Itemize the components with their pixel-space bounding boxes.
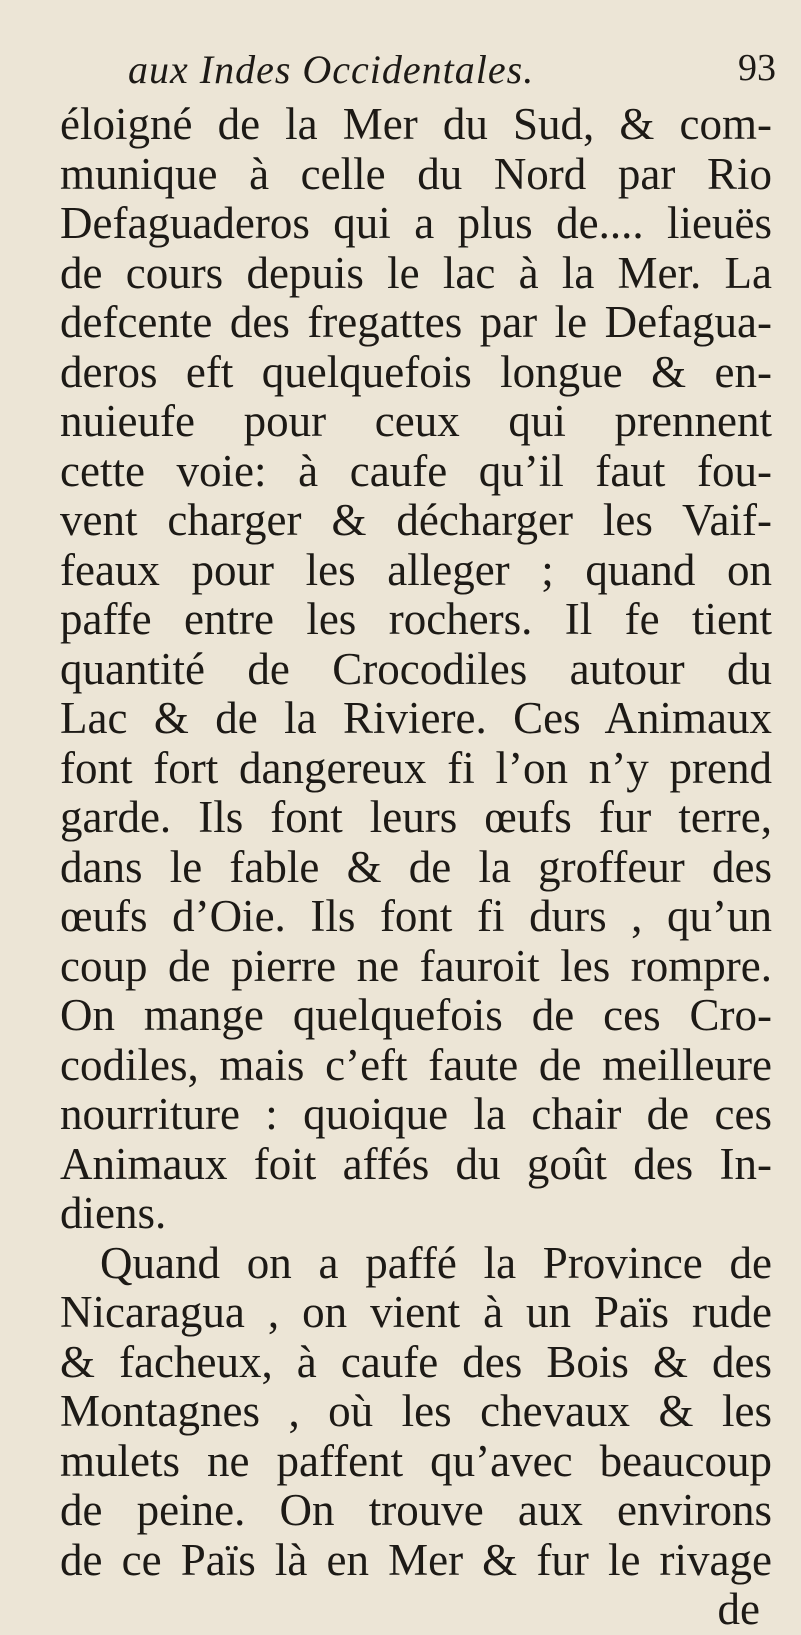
text-line: Defaguaderos qui a plus de.... lieuës — [60, 198, 772, 248]
running-title: aux Indes Occidentales. — [128, 47, 535, 92]
text-line: mulets ne paffent qu’avec beaucoup — [60, 1435, 772, 1486]
text-line: quantité de Crocodiles autour du — [60, 643, 772, 694]
text-line: diens. — [60, 1188, 167, 1238]
text-line: codiles, mais c’eft faute de meilleure — [60, 1039, 772, 1090]
text-line: On mange quelquefois de ces Cro- — [60, 990, 772, 1040]
body-text — [60, 100, 800, 1635]
text-line: nuieufe pour ceux qui prennent — [60, 396, 772, 446]
text-line: Nicaragua , on vient à un Païs rude — [60, 1287, 772, 1337]
text-line: vent charger & décharger les Vaif- — [60, 495, 772, 545]
text-line: Animaux foit affés du goût des In- — [60, 1138, 772, 1189]
catchword: de — [717, 1584, 760, 1634]
text-line: font fort dangereux fi l’on n’y prend — [60, 742, 772, 793]
page-number: 93 — [738, 47, 776, 89]
text-line: dans le fable & de la groffeur des — [60, 841, 772, 892]
text-line: Montagnes , où les chevaux & les — [60, 1386, 772, 1436]
text-line: & facheux, à caufe des Bois & des — [60, 1336, 772, 1387]
text-line: éloigné de la Mer du Sud, & com- — [60, 99, 772, 149]
text-line: Quand on a paffé la Province de — [100, 1237, 772, 1288]
text-line: coup de pierre ne fauroit les rompre. — [60, 940, 772, 991]
text-line: munique à celle du Nord par Rio — [60, 148, 772, 199]
text-line: feaux pour les alleger ; quand on — [60, 544, 772, 595]
text-line: de ce Païs là en Mer & fur le rivage — [60, 1534, 772, 1585]
text-line: nourriture : quoique la chair de ces — [60, 1089, 772, 1139]
text-line: œufs d’Oie. Ils font fi durs , qu’un — [60, 891, 772, 941]
text-line: de cours depuis le lac à la Mer. La — [60, 247, 772, 298]
text-line: cette voie: à caufe qu’il faut fou- — [60, 445, 772, 496]
text-line: garde. Ils font leurs œufs fur terre, — [60, 792, 772, 842]
text-line: defcente des fregattes par le Defagua- — [60, 297, 772, 347]
text-line: deros eft quelquefois longue & en- — [60, 346, 772, 397]
text-line: de peine. On trouve aux environs — [60, 1485, 772, 1535]
text-line: paffe entre les rochers. Il fe tient — [60, 594, 772, 644]
text-line: Lac & de la Riviere. Ces Animaux — [60, 693, 772, 743]
page-header — [0, 40, 801, 94]
